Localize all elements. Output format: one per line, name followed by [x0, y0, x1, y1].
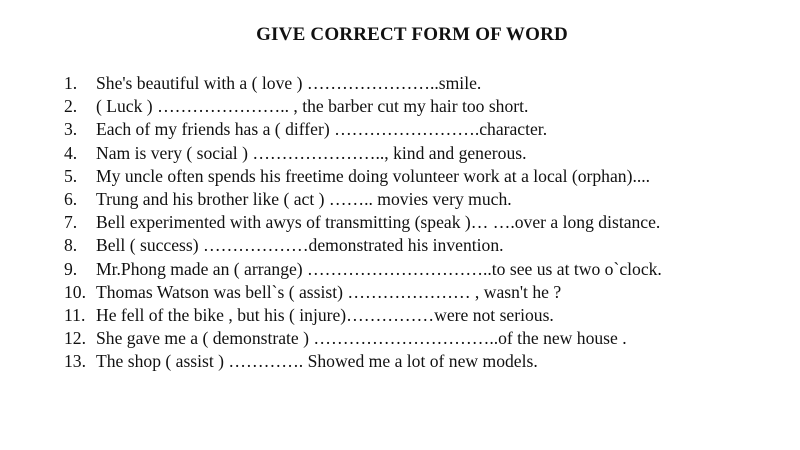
item-number: 6.: [64, 188, 78, 209]
item-text: Each of my friends has a ( differ) …………………….character.: [96, 119, 548, 140]
item-text: ( Luck ) ………………….. , the barber cut my hair too short.: [96, 96, 529, 117]
item-text: Trung and his brother like ( act ) …….. movies very much.: [96, 188, 512, 209]
exercise-item: [64, 72, 662, 95]
item-number: 4.: [64, 142, 78, 163]
item-text: Bell ( success) ………………demonstrated his invention.: [96, 235, 504, 256]
item-text: Mr.Phong made an ( arrange) …………………………..to see us at two o`clock.: [96, 258, 662, 279]
item-number: 5.: [64, 165, 78, 186]
item-number: 12.: [64, 328, 86, 349]
exercise-item: [64, 165, 662, 188]
item-number: 10.: [64, 281, 86, 302]
item-number: 2.: [64, 96, 78, 117]
item-text: Nam is very ( social ) ………………….., kind and generous.: [96, 142, 527, 163]
exercise-item: [64, 142, 662, 165]
item-number: 13.: [64, 351, 86, 372]
item-text: He fell of the bike , but his ( injure)……………were not serious.: [96, 304, 554, 325]
exercise-item: [64, 281, 662, 304]
exercise-item: [64, 304, 662, 327]
item-text: She gave me a ( demonstrate ) …………………………..of the new house .: [96, 328, 627, 349]
item-text: She's beautiful with a ( love ) …………………..smile.: [96, 73, 482, 93]
exercise-item: [64, 327, 662, 350]
item-number: 3.: [64, 119, 78, 140]
item-number: 9.: [64, 258, 78, 279]
exercise-item: [64, 188, 662, 211]
exercise-item: [64, 350, 662, 373]
exercise-item: [64, 234, 662, 257]
exercise-item: [64, 95, 662, 118]
item-number: 11.: [64, 304, 86, 325]
item-text: Bell experimented with awys of transmitting (speak )… ….over a long distance.: [96, 212, 661, 233]
exercise-item: [64, 258, 662, 281]
item-text: My uncle often spends his freetime doing volunteer work at a local (orphan)....: [96, 165, 651, 186]
item-number: 8.: [64, 235, 78, 256]
exercise-list: [64, 72, 662, 373]
exercise-item: [64, 211, 662, 234]
exercise-item: [64, 118, 662, 141]
item-text: Thomas Watson was bell`s ( assist) ………………… , wasn't he ?: [96, 281, 562, 302]
item-text: The shop ( assist ) …………. Showed me a lot of new models.: [96, 351, 538, 372]
worksheet-title: GIVE CORRECT FORM OF WORD: [256, 24, 568, 45]
item-number: 1.: [64, 73, 78, 93]
item-number: 7.: [64, 212, 78, 233]
